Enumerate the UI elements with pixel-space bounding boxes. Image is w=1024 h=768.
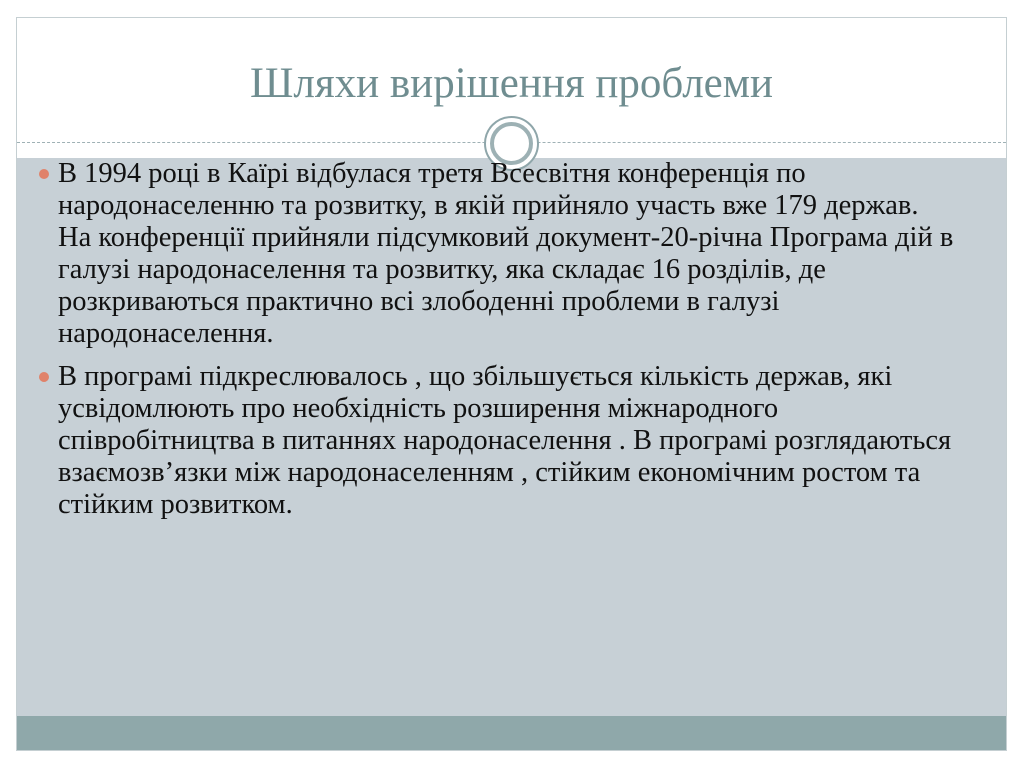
bullet-text: В 1994 році в Каїрі відбулася третя Всесвітня конференція по народонаселенню та розвитку, в якій прийняло участь вже 179 держав. На конференції прийняли підсумковий документ-20-річна Програма дій в галузі народонаселення та розвитку, яка складає 16 розділів, де розкриваються практично всі злободенні проблеми в галузі народонаселення. <box>58 158 954 349</box>
bullet-item <box>58 361 958 521</box>
slide-title: Шляхи вирішення проблеми <box>250 60 773 107</box>
bullet-dot-icon <box>39 169 49 179</box>
bullet-text: В програмі підкреслювалось , що збільшується кількість держав, які усвідомлюють про необхідність розширення міжнародного співробітництва в питаннях народонаселення . В програмі розглядаються взаємозв’язки між народонаселенням , стійким економічним ростом та стійким розвитком. <box>58 361 952 520</box>
bullet-list <box>58 158 958 532</box>
footer-band <box>17 716 1006 750</box>
bullet-item <box>58 158 958 350</box>
bullet-dot-icon <box>39 372 49 382</box>
